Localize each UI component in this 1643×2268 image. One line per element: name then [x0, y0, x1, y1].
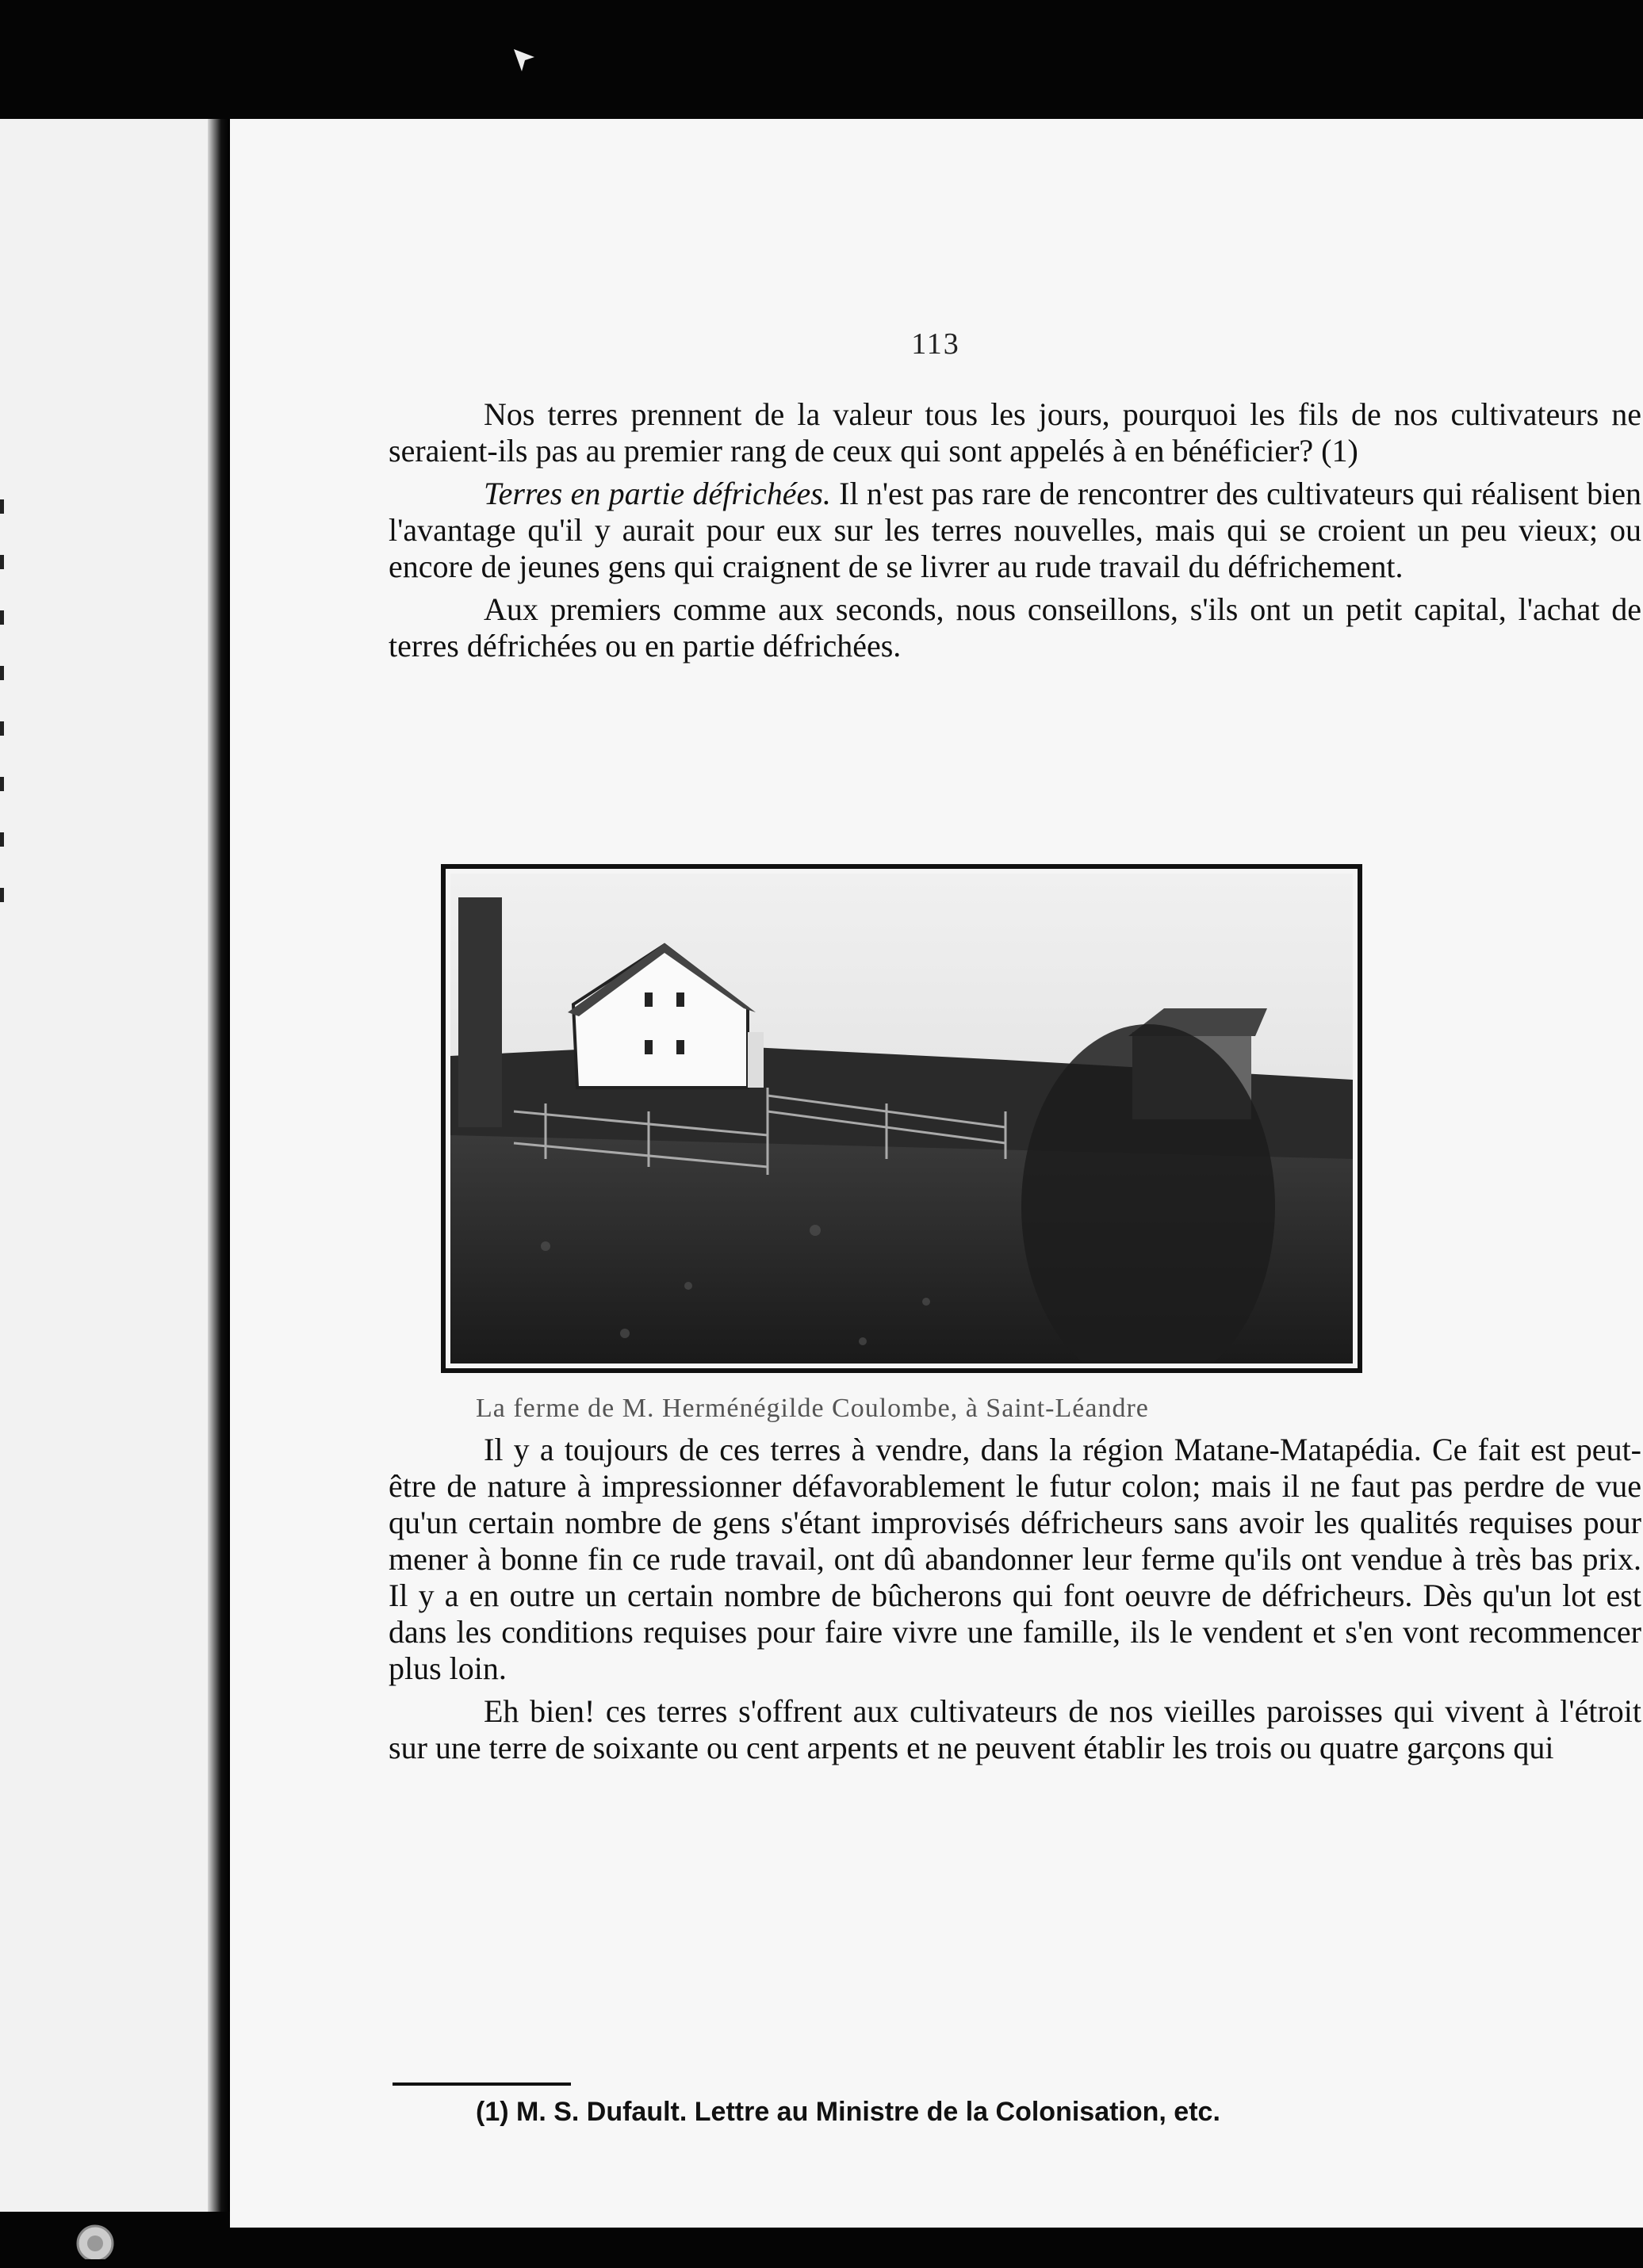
paragraph — [389, 476, 1641, 585]
section-heading: Terres en partie défrichées. — [484, 476, 831, 511]
text-block-bottom — [389, 1432, 1641, 1773]
badge-icon — [71, 2220, 119, 2259]
cursor-arrow-icon — [511, 46, 542, 78]
photo-caption: La ferme de M. Herménégilde Coulombe, à Saint-Léandre — [476, 1394, 1149, 1423]
text-block-top — [389, 396, 1641, 671]
paragraph: Eh bien! ces terres s'offrent aux cultivateurs de nos vieilles paroisses qui vivent à l'étroit sur une terre de soixante ou cent arpents et ne peuvent établir les trois ou quatre garçons qui — [389, 1693, 1641, 1765]
left-page — [0, 119, 214, 2212]
paragraph: Nos terres prennent de la valeur tous les jours, pourquoi les fils de nos cultivateurs ne seraient-ils pas au premier rang de ceux qui sont appelés à en bénéficier? (1) — [389, 396, 1641, 469]
paragraph: Il y a toujours de ces terres à vendre, dans la région Matane-Matapédia. Ce fait est peut-être de nature à impressionner défavorablement le futur colon; mais il ne faut pas perdre de vue qu'un certain nombre de gens s'étant improvisés défricheurs sans avoir les qualités requises pour mener à bonne fin ce rude travail, ont dû abandonner leur ferme qu'ils ont vendue à très bas prix. Il y a en outre un certain nombre de bûcherons qui font oeuvre de défricheurs. Dès qu'un lot est dans les conditions requises pour faire vivre une famille, ils le vendent et s'en vont recommencer plus loin. — [389, 1432, 1641, 1686]
farm-photo — [441, 864, 1362, 1373]
paragraph-text: Il n'est pas rare de rencontrer des cultivateurs qui réalisent bien l'avantage qu'il y aurait pour eux sur les terres nouvelles, mais qui se croient un peu vieux; ou encore de jeunes gens qui craignent de se livrer au rude travail du défrichement. — [389, 476, 1641, 584]
farm-photo-image — [450, 874, 1353, 1363]
paragraph: Aux premiers comme aux seconds, nous conseillons, s'ils ont un petit capital, l'achat de terres défrichées ou en partie défrichées. — [389, 591, 1641, 664]
left-page-text-fragments — [0, 499, 11, 943]
page-number: 113 — [911, 327, 960, 361]
footnote-rule — [393, 2083, 571, 2086]
book-gutter — [208, 119, 230, 2212]
footnote: (1) M. S. Dufault. Lettre au Ministre de la Colonisation, etc. — [476, 2097, 1220, 2127]
book-page — [230, 119, 1643, 2228]
